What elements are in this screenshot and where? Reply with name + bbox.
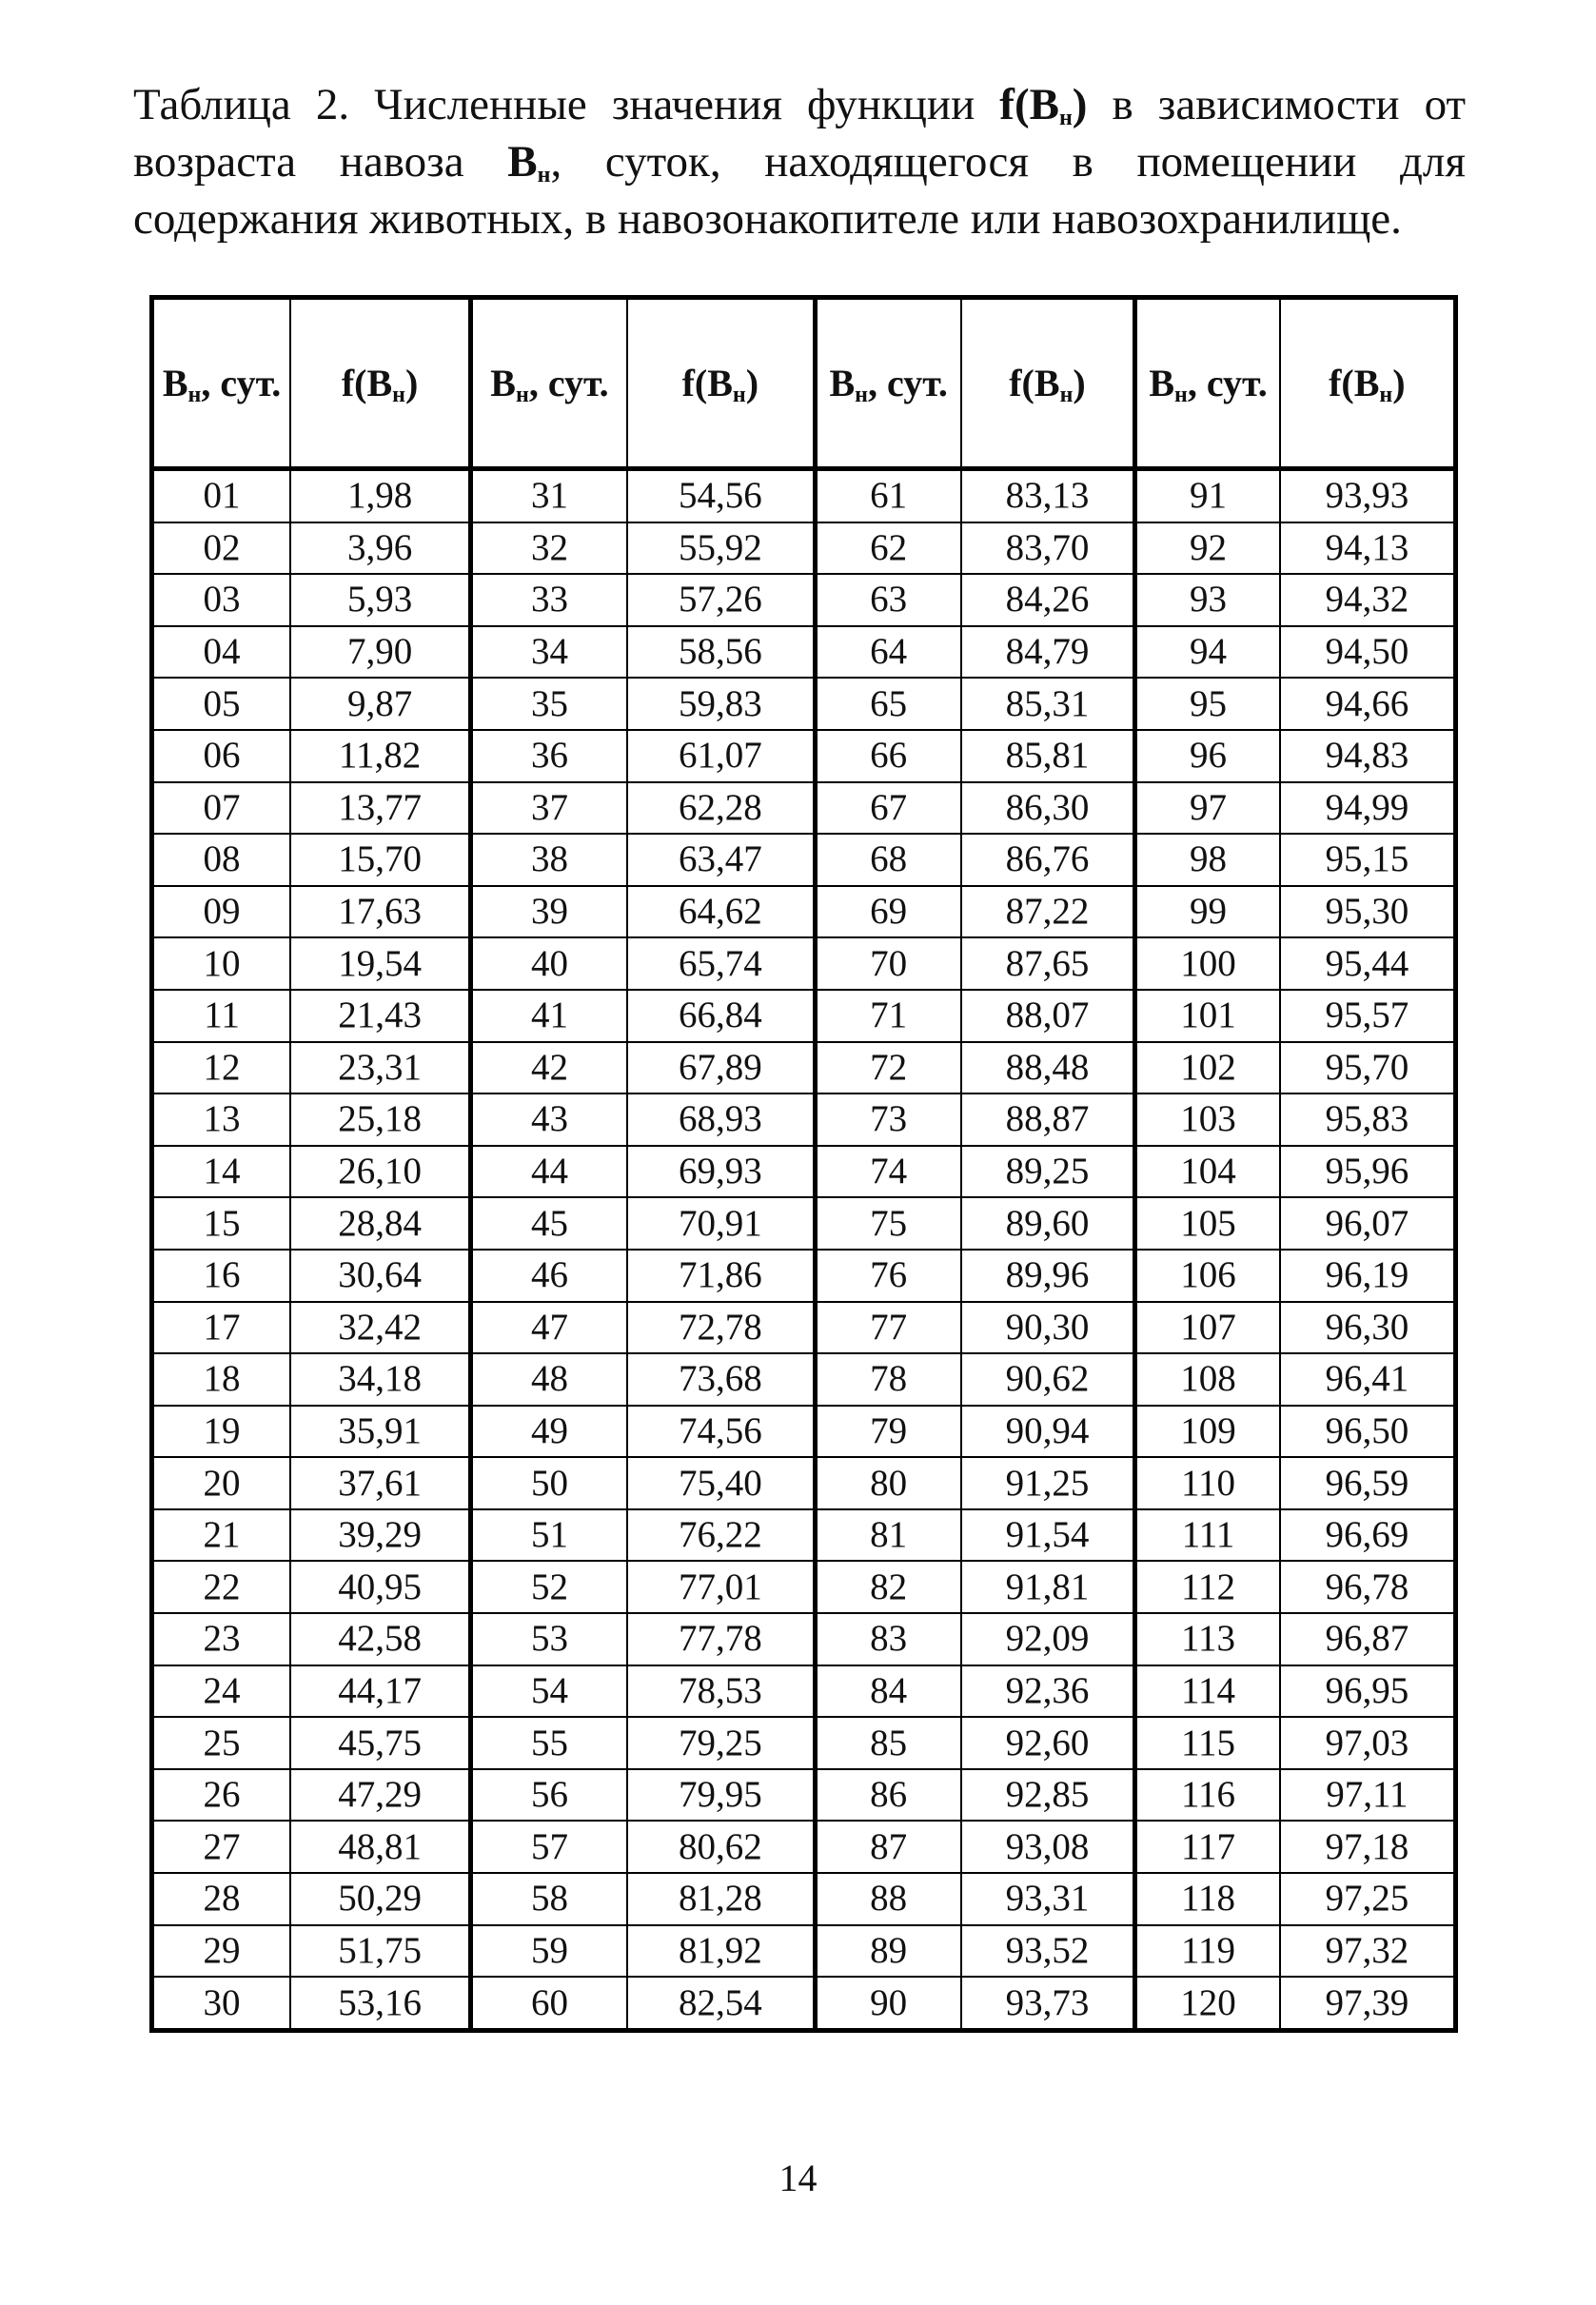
cell-value: 94,83 [1280, 730, 1456, 782]
cell-value: 69,93 [627, 1146, 815, 1198]
page-number: 14 [778, 2157, 818, 2199]
table-row [152, 1353, 1456, 1406]
cell-days: 88 [815, 1873, 960, 1925]
cell-days: 42 [471, 1042, 627, 1094]
cell-value: 79,25 [627, 1717, 815, 1769]
cell-value: 94,50 [1280, 626, 1456, 679]
cell-days: 17 [152, 1302, 291, 1354]
cell-days: 41 [471, 990, 627, 1042]
caption-middle: в зависимости от возраста навоза [133, 80, 1466, 187]
cell-value: 97,32 [1280, 1925, 1456, 1978]
table-row [152, 626, 1456, 679]
table-row [152, 990, 1456, 1042]
cell-days: 16 [152, 1250, 291, 1302]
cell-days: 11 [152, 990, 291, 1042]
cell-value: 34,18 [290, 1353, 470, 1406]
cell-days: 36 [471, 730, 627, 782]
cell-value: 86,76 [961, 834, 1135, 886]
cell-value: 96,87 [1280, 1613, 1456, 1665]
cell-value: 26,10 [290, 1146, 470, 1198]
table-row [152, 522, 1456, 575]
cell-days: 103 [1135, 1093, 1280, 1146]
header-age-days: $B_н$, сут. [815, 298, 960, 469]
cell-value: 57,26 [627, 574, 815, 626]
cell-value: 95,83 [1280, 1093, 1456, 1146]
cell-value: 86,30 [961, 782, 1135, 835]
table-row [152, 1250, 1456, 1302]
cell-value: 59,83 [627, 678, 815, 730]
cell-days: 45 [471, 1197, 627, 1250]
table-row [152, 1146, 1456, 1198]
cell-days: 102 [1135, 1042, 1280, 1094]
cell-days: 50 [471, 1457, 627, 1509]
header-function-value: $f(B_н)$ [961, 298, 1135, 469]
cell-value: 61,07 [627, 730, 815, 782]
cell-days: 91 [1135, 469, 1280, 522]
table-row [152, 1042, 1456, 1094]
cell-days: 119 [1135, 1925, 1280, 1978]
cell-value: 87,22 [961, 886, 1135, 938]
cell-value: 93,31 [961, 1873, 1135, 1925]
cell-value: 90,30 [961, 1302, 1135, 1354]
cell-value: 75,40 [627, 1457, 815, 1509]
cell-value: 97,03 [1280, 1717, 1456, 1769]
cell-days: 51 [471, 1509, 627, 1562]
cell-value: 40,95 [290, 1561, 470, 1613]
cell-days: 02 [152, 522, 291, 575]
cell-value: 94,66 [1280, 678, 1456, 730]
cell-days: 53 [471, 1613, 627, 1665]
table-row [152, 1302, 1456, 1354]
cell-days: 60 [471, 1977, 627, 2030]
cell-days: 75 [815, 1197, 960, 1250]
cell-value: 96,07 [1280, 1197, 1456, 1250]
cell-value: 96,59 [1280, 1457, 1456, 1509]
cell-days: 54 [471, 1665, 627, 1718]
cell-days: 85 [815, 1717, 960, 1769]
cell-value: 13,77 [290, 782, 470, 835]
header-age-days: $B_н$, сут. [1135, 298, 1280, 469]
table-row [152, 1457, 1456, 1509]
cell-value: 84,26 [961, 574, 1135, 626]
cell-value: 66,84 [627, 990, 815, 1042]
cell-days: 90 [815, 1977, 960, 2030]
cell-value: 72,78 [627, 1302, 815, 1354]
cell-days: 15 [152, 1197, 291, 1250]
cell-days: 13 [152, 1093, 291, 1146]
cell-days: 79 [815, 1406, 960, 1458]
cell-days: 89 [815, 1925, 960, 1978]
cell-value: 82,54 [627, 1977, 815, 2030]
header-function-value: $f(B_н)$ [1280, 298, 1456, 469]
cell-value: 3,96 [290, 522, 470, 575]
cell-days: 31 [471, 469, 627, 522]
cell-value: 89,96 [961, 1250, 1135, 1302]
cell-value: 95,15 [1280, 834, 1456, 886]
cell-value: 94,13 [1280, 522, 1456, 575]
cell-value: 35,91 [290, 1406, 470, 1458]
cell-days: 94 [1135, 626, 1280, 679]
cell-days: 106 [1135, 1250, 1280, 1302]
cell-days: 48 [471, 1353, 627, 1406]
table-row [152, 1561, 1456, 1613]
cell-days: 107 [1135, 1302, 1280, 1354]
cell-days: 93 [1135, 574, 1280, 626]
header-function-value: $f(B_н)$ [290, 298, 470, 469]
cell-value: 96,69 [1280, 1509, 1456, 1562]
cell-value: 45,75 [290, 1717, 470, 1769]
cell-value: 67,89 [627, 1042, 815, 1094]
cell-value: 9,87 [290, 678, 470, 730]
cell-days: 64 [815, 626, 960, 679]
cell-days: 71 [815, 990, 960, 1042]
cell-days: 63 [815, 574, 960, 626]
cell-value: 74,56 [627, 1406, 815, 1458]
cell-value: 15,70 [290, 834, 470, 886]
cell-value: 91,54 [961, 1509, 1135, 1562]
cell-days: 04 [152, 626, 291, 679]
table-body [152, 469, 1456, 2031]
cell-days: 86 [815, 1769, 960, 1822]
cell-value: 65,74 [627, 937, 815, 990]
cell-days: 35 [471, 678, 627, 730]
cell-value: 62,28 [627, 782, 815, 835]
cell-value: 85,31 [961, 678, 1135, 730]
cell-days: 61 [815, 469, 960, 522]
cell-value: 96,30 [1280, 1302, 1456, 1354]
cell-days: 65 [815, 678, 960, 730]
cell-value: 73,68 [627, 1353, 815, 1406]
table-row [152, 730, 1456, 782]
caption-variable: $B_н$ [507, 137, 551, 187]
table-row [152, 1925, 1456, 1978]
cell-days: 96 [1135, 730, 1280, 782]
cell-value: 21,43 [290, 990, 470, 1042]
cell-days: 38 [471, 834, 627, 886]
cell-days: 73 [815, 1093, 960, 1146]
cell-days: 21 [152, 1509, 291, 1562]
cell-value: 94,32 [1280, 574, 1456, 626]
cell-days: 20 [152, 1457, 291, 1509]
cell-value: 77,78 [627, 1613, 815, 1665]
cell-days: 29 [152, 1925, 291, 1978]
cell-value: 68,93 [627, 1093, 815, 1146]
cell-days: 59 [471, 1925, 627, 1978]
cell-value: 93,73 [961, 1977, 1135, 2030]
cell-days: 99 [1135, 886, 1280, 938]
table-row [152, 1873, 1456, 1925]
cell-value: 7,90 [290, 626, 470, 679]
cell-value: 93,52 [961, 1925, 1135, 1978]
cell-days: 49 [471, 1406, 627, 1458]
cell-days: 113 [1135, 1613, 1280, 1665]
cell-value: 88,07 [961, 990, 1135, 1042]
cell-value: 92,60 [961, 1717, 1135, 1769]
cell-value: 88,48 [961, 1042, 1135, 1094]
cell-days: 62 [815, 522, 960, 575]
values-table [149, 295, 1458, 2033]
table-row [152, 1821, 1456, 1873]
cell-days: 76 [815, 1250, 960, 1302]
cell-value: 70,91 [627, 1197, 815, 1250]
cell-value: 17,63 [290, 886, 470, 938]
table-row [152, 1717, 1456, 1769]
cell-value: 90,94 [961, 1406, 1135, 1458]
table-row [152, 1613, 1456, 1665]
caption-suffix: , суток, находящегося в помещении для содержания животных, в навозонакопителе или навозохранилище. [133, 137, 1466, 244]
cell-days: 24 [152, 1665, 291, 1718]
table-row [152, 678, 1456, 730]
cell-days: 56 [471, 1769, 627, 1822]
cell-days: 98 [1135, 834, 1280, 886]
cell-value: 89,25 [961, 1146, 1135, 1198]
caption-function: $f(B_н)$ [999, 80, 1088, 130]
cell-value: 76,22 [627, 1509, 815, 1562]
cell-value: 81,28 [627, 1873, 815, 1925]
cell-value: 53,16 [290, 1977, 470, 2030]
cell-value: 28,84 [290, 1197, 470, 1250]
table-row [152, 1197, 1456, 1250]
cell-days: 92 [1135, 522, 1280, 575]
cell-value: 44,17 [290, 1665, 470, 1718]
cell-value: 96,19 [1280, 1250, 1456, 1302]
table-row [152, 1769, 1456, 1822]
table-row [152, 1406, 1456, 1458]
cell-days: 66 [815, 730, 960, 782]
cell-days: 115 [1135, 1717, 1280, 1769]
cell-value: 96,95 [1280, 1665, 1456, 1718]
cell-value: 1,98 [290, 469, 470, 522]
table-header-row [152, 298, 1456, 469]
cell-days: 118 [1135, 1873, 1280, 1925]
cell-value: 96,41 [1280, 1353, 1456, 1406]
cell-value: 64,62 [627, 886, 815, 938]
table-row [152, 937, 1456, 990]
cell-days: 19 [152, 1406, 291, 1458]
cell-value: 92,85 [961, 1769, 1135, 1822]
table-row [152, 469, 1456, 522]
cell-days: 58 [471, 1873, 627, 1925]
cell-value: 63,47 [627, 834, 815, 886]
cell-days: 110 [1135, 1457, 1280, 1509]
cell-value: 96,78 [1280, 1561, 1456, 1613]
cell-days: 109 [1135, 1406, 1280, 1458]
cell-value: 92,09 [961, 1613, 1135, 1665]
table-row [152, 1977, 1456, 2030]
cell-days: 14 [152, 1146, 291, 1198]
cell-value: 54,56 [627, 469, 815, 522]
table-row [152, 1093, 1456, 1146]
cell-value: 71,86 [627, 1250, 815, 1302]
cell-days: 97 [1135, 782, 1280, 835]
table-row [152, 1509, 1456, 1562]
cell-value: 79,95 [627, 1769, 815, 1822]
cell-days: 67 [815, 782, 960, 835]
cell-value: 88,87 [961, 1093, 1135, 1146]
cell-days: 82 [815, 1561, 960, 1613]
cell-days: 33 [471, 574, 627, 626]
cell-value: 11,82 [290, 730, 470, 782]
cell-value: 78,53 [627, 1665, 815, 1718]
cell-days: 68 [815, 834, 960, 886]
cell-days: 22 [152, 1561, 291, 1613]
cell-days: 100 [1135, 937, 1280, 990]
cell-value: 25,18 [290, 1093, 470, 1146]
cell-value: 89,60 [961, 1197, 1135, 1250]
cell-value: 30,64 [290, 1250, 470, 1302]
table-row [152, 782, 1456, 835]
cell-value: 81,92 [627, 1925, 815, 1978]
cell-value: 84,79 [961, 626, 1135, 679]
cell-value: 83,13 [961, 469, 1135, 522]
cell-value: 51,75 [290, 1925, 470, 1978]
cell-value: 50,29 [290, 1873, 470, 1925]
header-age-days: $B_н$, сут. [152, 298, 291, 469]
cell-value: 97,11 [1280, 1769, 1456, 1822]
cell-value: 23,31 [290, 1042, 470, 1094]
cell-days: 03 [152, 574, 291, 626]
cell-days: 25 [152, 1717, 291, 1769]
cell-days: 77 [815, 1302, 960, 1354]
cell-value: 97,18 [1280, 1821, 1456, 1873]
cell-value: 42,58 [290, 1613, 470, 1665]
cell-days: 10 [152, 937, 291, 990]
cell-value: 39,29 [290, 1509, 470, 1562]
cell-days: 78 [815, 1353, 960, 1406]
cell-value: 93,93 [1280, 469, 1456, 522]
cell-days: 83 [815, 1613, 960, 1665]
cell-value: 91,81 [961, 1561, 1135, 1613]
cell-days: 08 [152, 834, 291, 886]
cell-days: 80 [815, 1457, 960, 1509]
cell-days: 47 [471, 1302, 627, 1354]
cell-value: 87,65 [961, 937, 1135, 990]
cell-days: 46 [471, 1250, 627, 1302]
cell-days: 27 [152, 1821, 291, 1873]
cell-days: 30 [152, 1977, 291, 2030]
cell-days: 81 [815, 1509, 960, 1562]
cell-days: 52 [471, 1561, 627, 1613]
cell-days: 37 [471, 782, 627, 835]
cell-value: 93,08 [961, 1821, 1135, 1873]
cell-days: 05 [152, 678, 291, 730]
cell-days: 32 [471, 522, 627, 575]
cell-days: 44 [471, 1146, 627, 1198]
cell-days: 70 [815, 937, 960, 990]
cell-days: 34 [471, 626, 627, 679]
cell-days: 108 [1135, 1353, 1280, 1406]
cell-days: 84 [815, 1665, 960, 1718]
cell-value: 5,93 [290, 574, 470, 626]
table-row [152, 886, 1456, 938]
cell-days: 09 [152, 886, 291, 938]
cell-days: 112 [1135, 1561, 1280, 1613]
cell-value: 77,01 [627, 1561, 815, 1613]
header-function-value: $f(B_н)$ [627, 298, 815, 469]
cell-value: 47,29 [290, 1769, 470, 1822]
cell-value: 85,81 [961, 730, 1135, 782]
header-age-days: $B_н$, сут. [471, 298, 627, 469]
table-row [152, 834, 1456, 886]
cell-days: 95 [1135, 678, 1280, 730]
cell-days: 26 [152, 1769, 291, 1822]
cell-value: 97,39 [1280, 1977, 1456, 2030]
cell-days: 74 [815, 1146, 960, 1198]
cell-days: 116 [1135, 1769, 1280, 1822]
cell-days: 101 [1135, 990, 1280, 1042]
cell-value: 32,42 [290, 1302, 470, 1354]
cell-value: 96,50 [1280, 1406, 1456, 1458]
cell-value: 90,62 [961, 1353, 1135, 1406]
cell-days: 104 [1135, 1146, 1280, 1198]
cell-value: 83,70 [961, 522, 1135, 575]
cell-days: 43 [471, 1093, 627, 1146]
cell-value: 80,62 [627, 1821, 815, 1873]
cell-value: 48,81 [290, 1821, 470, 1873]
cell-days: 120 [1135, 1977, 1280, 2030]
cell-value: 97,25 [1280, 1873, 1456, 1925]
table-row [152, 1665, 1456, 1718]
cell-value: 95,30 [1280, 886, 1456, 938]
cell-days: 06 [152, 730, 291, 782]
cell-value: 95,44 [1280, 937, 1456, 990]
cell-days: 87 [815, 1821, 960, 1873]
cell-value: 92,36 [961, 1665, 1135, 1718]
cell-days: 69 [815, 886, 960, 938]
cell-days: 23 [152, 1613, 291, 1665]
cell-days: 01 [152, 469, 291, 522]
cell-value: 95,57 [1280, 990, 1456, 1042]
table-row [152, 574, 1456, 626]
table-caption [133, 76, 1466, 247]
cell-days: 55 [471, 1717, 627, 1769]
cell-days: 114 [1135, 1665, 1280, 1718]
cell-value: 91,25 [961, 1457, 1135, 1509]
cell-days: 111 [1135, 1509, 1280, 1562]
values-table-container [149, 295, 1458, 2033]
cell-value: 37,61 [290, 1457, 470, 1509]
caption-prefix: Таблица 2. Численные значения функции [133, 80, 1000, 129]
cell-days: 07 [152, 782, 291, 835]
cell-days: 72 [815, 1042, 960, 1094]
cell-value: 95,96 [1280, 1146, 1456, 1198]
cell-days: 40 [471, 937, 627, 990]
cell-value: 55,92 [627, 522, 815, 575]
cell-value: 58,56 [627, 626, 815, 679]
cell-days: 39 [471, 886, 627, 938]
cell-value: 94,99 [1280, 782, 1456, 835]
cell-value: 19,54 [290, 937, 470, 990]
cell-days: 57 [471, 1821, 627, 1873]
cell-days: 12 [152, 1042, 291, 1094]
cell-value: 95,70 [1280, 1042, 1456, 1094]
cell-days: 28 [152, 1873, 291, 1925]
cell-days: 117 [1135, 1821, 1280, 1873]
cell-days: 18 [152, 1353, 291, 1406]
cell-days: 105 [1135, 1197, 1280, 1250]
